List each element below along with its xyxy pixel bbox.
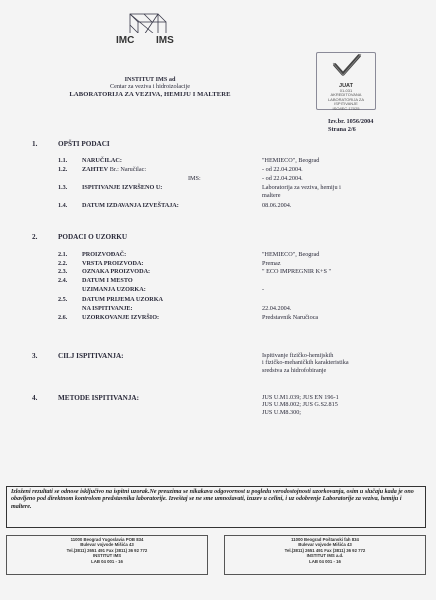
footer-left: 11000 Beograd Yugoslavia POB 834 Bulevar vojvode Mišića 43 Tel.(3811) 2651 491 Fax (3811) 36 92 772 INSTITUT IMS LAB 04 001 - 16 <box>6 535 208 575</box>
section2-title: PODACI O UZORKU <box>58 233 128 241</box>
report-id <box>328 118 373 134</box>
accreditation-line3: ISO/IEC 17025 <box>332 105 360 111</box>
accreditation-badge <box>316 52 376 110</box>
institute-center: Centar za veziva i hidroizolacije <box>109 83 191 91</box>
section3-number: 3. <box>32 352 38 360</box>
institute-header <box>20 76 280 98</box>
accreditation-name: JUAT <box>339 83 353 89</box>
section1-number: 1. <box>32 140 38 148</box>
section4-title: METODE ISPITIVANJA: <box>58 394 140 402</box>
section1-title: OPŠTI PODACI <box>58 140 110 148</box>
section3-title: CILJ ISPITIVANJA: <box>58 352 124 360</box>
report-page: Strana 2/6 <box>328 126 356 133</box>
disclaimer-notice: Izloženi rezultati se odnose isključivo na ispitni uzorak.Ne preuzima se nikakava odgovornost u pogledu verodostojnosti uzorkovanja, osim u slučaju kada je ono obavljeno pod direktnom kontrolom predstavnika laboratorije. Izveštaj se ne sme umnožavati, izuzev u celini, i uz odobrenje Laboratorije za veziva, hemiju i maltere. <box>6 486 426 528</box>
institute-logo <box>92 10 202 68</box>
section4-value: JUS U.M1.039; JUS EN 196-1 JUS U.M8.002; JUS G.S2.815 JUS U.M8.300; <box>262 394 339 416</box>
section4-number: 4. <box>32 394 38 402</box>
checkmark-icon <box>317 53 375 79</box>
accreditation-code: 01-031 <box>339 87 353 93</box>
institute-lab: LABORATORIJA ZA VEZIVA, HEMIJU I MALTERE <box>69 90 231 98</box>
section2-number: 2. <box>32 233 38 241</box>
accreditation-line2: LABORATORIJA ZA ISPITIVANJE <box>327 96 365 107</box>
institute-name: INSTITUT IMS ad <box>124 76 176 83</box>
logo-left-text: IMC <box>116 35 135 46</box>
logo-right-text: IMS <box>156 35 174 46</box>
footer-right: 11000 Beograd Poštanski fah 834 Bulevar vojvode Mišića 43 Tel.(3811) 2651 491 Fax (3811) 36 92 772 INSTITUT IMS a.d. LAB 04 001 - 16 <box>224 535 426 575</box>
report-number: Izv.br. 1056/2004 <box>328 118 374 125</box>
accreditation-line1: AKREDITOVANA <box>330 92 362 98</box>
section3-value: Ispitivanje fizičko-hemijskih i fizičko-mehaničkih karakteristika sredstva za hidrofobiranje <box>262 352 349 374</box>
